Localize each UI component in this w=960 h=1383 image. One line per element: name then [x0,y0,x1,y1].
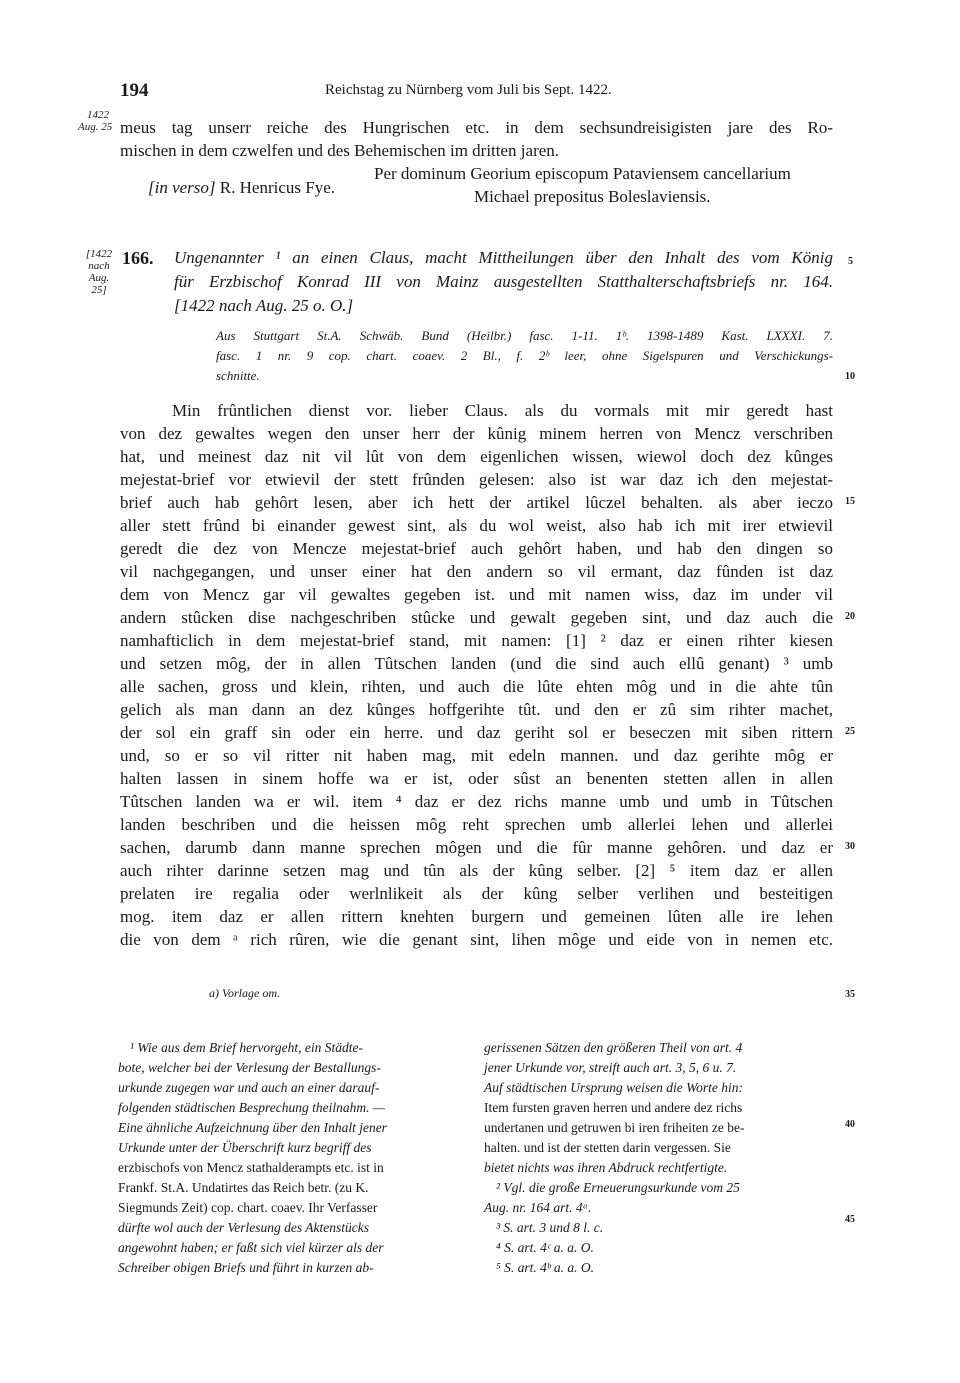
body-line: brief auch hab gehôrt lesen, aber ich hett der artikel lûczel behalten. als aber ieczo [120,493,833,512]
body-line: halten lassen in sinem hoffe wa er ist, oder sûst an benenten stetten allen in allen [120,769,833,788]
sidenote-date-top: 1422 Aug. 25 [78,109,113,133]
apparatus-note: a) Vorlage om. [209,986,280,1000]
footnote-line: ¹ Wie aus dem Brief hervorgeht, ein Städte- [130,1040,363,1055]
footnote-line: Eine ähnliche Aufzeichnung über den Inhalt jener [118,1120,387,1135]
footnote-line: Frankf. St.A. Undatirtes das Reich betr. (zu K. [118,1180,369,1195]
footnote-line: bietet nichts was ihren Abdruck rechtfertigte. [484,1160,728,1175]
signature-per-line: Per dominum Georium episcopum Pataviensem cancellarium [374,164,791,183]
footnote-line: ³ S. art. 3 und 8 l. c. [496,1220,604,1235]
footnote-line: Auf städtischen Ursprung weisen die Worte hin: [484,1080,743,1095]
line-number: 25 [845,726,855,737]
footnote-line: Siegmunds Zeit) cop. chart. coaev. Ihr Verfasser [118,1200,378,1215]
footnote-line: undertanen und getruwen bi iren friheiten ze be- [484,1120,745,1135]
footnote-line: erzbischofs von Mencz stathalderampts etc. ist in [118,1160,384,1175]
body-line: andern stûcken dise nachgeschriben stûcke und gewalt gegeben sint, und daz auch die [120,608,833,627]
body-line: landen beschriben und die heissen môg reht sprechen umb allerlei lehen und allerlei [120,815,833,834]
footnote-line: bote, welcher bei der Verlesung der Bestallungs- [118,1060,381,1075]
top-line-2: mischen in dem czwelfen und des Behemischen im dritten jaren. [120,141,560,160]
line-number: 5 [848,256,853,267]
verso-note: [in verso] R. Henricus Fye. [148,178,335,197]
body-line: und, so er so vil ritter nit haben mag, mit edeln mannen. und daz gerihte môg er [120,746,833,765]
line-number: 15 [845,496,855,507]
footnote-line: Aug. nr. 164 art. 4ᵃ. [484,1200,592,1215]
body-line: namhafticlich in dem mejestat-brief stand, mit namen: [1] ² daz er einen rihter kiesen [120,631,833,650]
line-number: 45 [845,1214,855,1225]
document-title-line-1: Ungenannter ¹ an einen Claus, macht Mittheilungen über den Inhalt des vom König [174,248,833,267]
footnote-line: gerissenen Sätzen den größeren Theil von art. 4 [484,1040,743,1055]
body-line: alle sachen, gross und klein, rihten, und auch die lûte ehten môg und in die ahte tûn [120,677,833,696]
body-line: hat, und meinest daz nit vil lût von dem eigenlichen wissen, wiewol doch dez kûnges [120,447,833,466]
footnote-line: Schreiber obigen Briefs und führt in kurzen ab- [118,1260,374,1275]
body-line: geredt die dez von Mencze mejestat-brief auch gehôrt haben, und hab den dingen so [120,539,833,558]
line-number: 20 [845,611,855,622]
body-line: Tûtschen landen wa er wil. item ⁴ daz er dez richs manne umb und umb in Tûtschen [120,792,833,811]
body-line: dem von Mencz gar vil gewaltes gegeben ist. und mit namen wiss, daz im under vil [120,585,833,604]
footnote-line: Item fursten graven herren und andere dez richs [484,1100,743,1115]
footnote-line: dürfte wol auch der Verlesung des Aktenstücks [118,1220,369,1235]
footnote-line: jener Urkunde vor, streift auch art. 3, 5, 6 u. 7. [484,1060,737,1075]
footnote-line: halten. und ist der stetten darin vergessen. Sie [484,1140,731,1155]
footnote-line: Urkunde unter der Überschrift kurz begriff des [118,1140,372,1155]
body-line: und setzen môg, der in allen Tûtschen landen (und die sind auch ellû genant) ³ umb [120,654,833,673]
footnote-line: urkunde zugegen war und auch an einer darauf- [118,1080,380,1095]
footnote-line: ² Vgl. die große Erneuerungsurkunde vom 25 [496,1180,740,1195]
body-line: mog. item daz er allen rittern knehten burgern und gemeinen lûten alle ire lehen [120,907,833,926]
source-line-3: schnitte. [216,368,260,383]
body-line: auch rihter darinne setzen mag und tûn als der kûng selber. [2] ⁵ item daz er allen [120,861,833,880]
line-number: 35 [845,989,855,1000]
body-line: aller stett frûnd bi einander gewest sint, als du wol weist, also hab ich mit irer etwievil [120,516,833,535]
source-line-2: fasc. 1 nr. 9 cop. chart. coaev. 2 Bl., f. 2ᵇ leer, ohne Sigelspuren und Verschickungs- [216,348,833,363]
body-line: die von dem ᵃ rich rûren, wie die genant sint, lihen môge und eide von in nemen etc. [120,930,833,949]
footnote-line: folgenden städtischen Besprechung theilnahm. — [118,1100,385,1115]
footnote-line: ⁴ S. art. 4ᶜ a. a. O. [496,1240,594,1255]
sidenote-date-doc: [1422 nach Aug. 25] [85,248,113,296]
body-line: prelaten ire regalia oder werlnlikeit als der kûng selber verlihen und besteitigen [120,884,833,903]
body-line: vil nachgegangen, und unser einer hat den andern so vil ermant, daz fûnden ist daz [120,562,833,581]
line-number: 10 [845,371,855,382]
body-line: sachen, darumb dann manne sprechen môgen und die fûr manne gehôren. und daz er [120,838,833,857]
body-line: Min frûntlichen dienst vor. lieber Claus. als du vormals mit mir geredt hast [172,401,833,420]
body-line: der sol ein graff sin oder ein herre. und daz geriht sol er beseczen mit siben rittern [120,723,833,742]
body-line: von dez gewaltes wegen den unser herr der kûnig minem herren von Mencz verschriben [120,424,833,443]
page-number: 194 [120,80,149,101]
footnote-line: ⁵ S. art. 4ᵇ a. a. O. [496,1260,594,1275]
top-line-1: meus tag unserr reiche des Hungrischen etc. in dem sechsundreisigisten jare des Ro- [120,118,833,137]
footnote-line: angewohnt haben; er faßt sich viel kürzer als der [118,1240,384,1255]
running-title: Reichstag zu Nürnberg vom Juli bis Sept. 1422. [325,82,612,98]
signature-michael: Michael prepositus Boleslaviensis. [474,187,711,206]
document-number: 166. [122,248,154,268]
source-line-1: Aus Stuttgart St.A. Schwäb. Bund (Heilbr.) fasc. 1-11. 1ᵇ. 1398-1489 Kast. LXXXI. 7. [216,328,833,343]
body-line: gelich als man dann an dez kûnges hoffgerihte tût. und den er zû sim rihter machet, [120,700,833,719]
body-line: mejestat-brief vor etwievil der stett frûnden gelesen: also ist war daz ich den mejestat- [120,470,833,489]
line-number: 40 [845,1119,855,1130]
document-title-line-3: [1422 nach Aug. 25 o. O.] [174,296,354,315]
line-number: 30 [845,841,855,852]
document-title-line-2: für Erzbischof Konrad III von Mainz ausgestellten Statthalterschaftsbriefs nr. 164. [174,272,833,291]
